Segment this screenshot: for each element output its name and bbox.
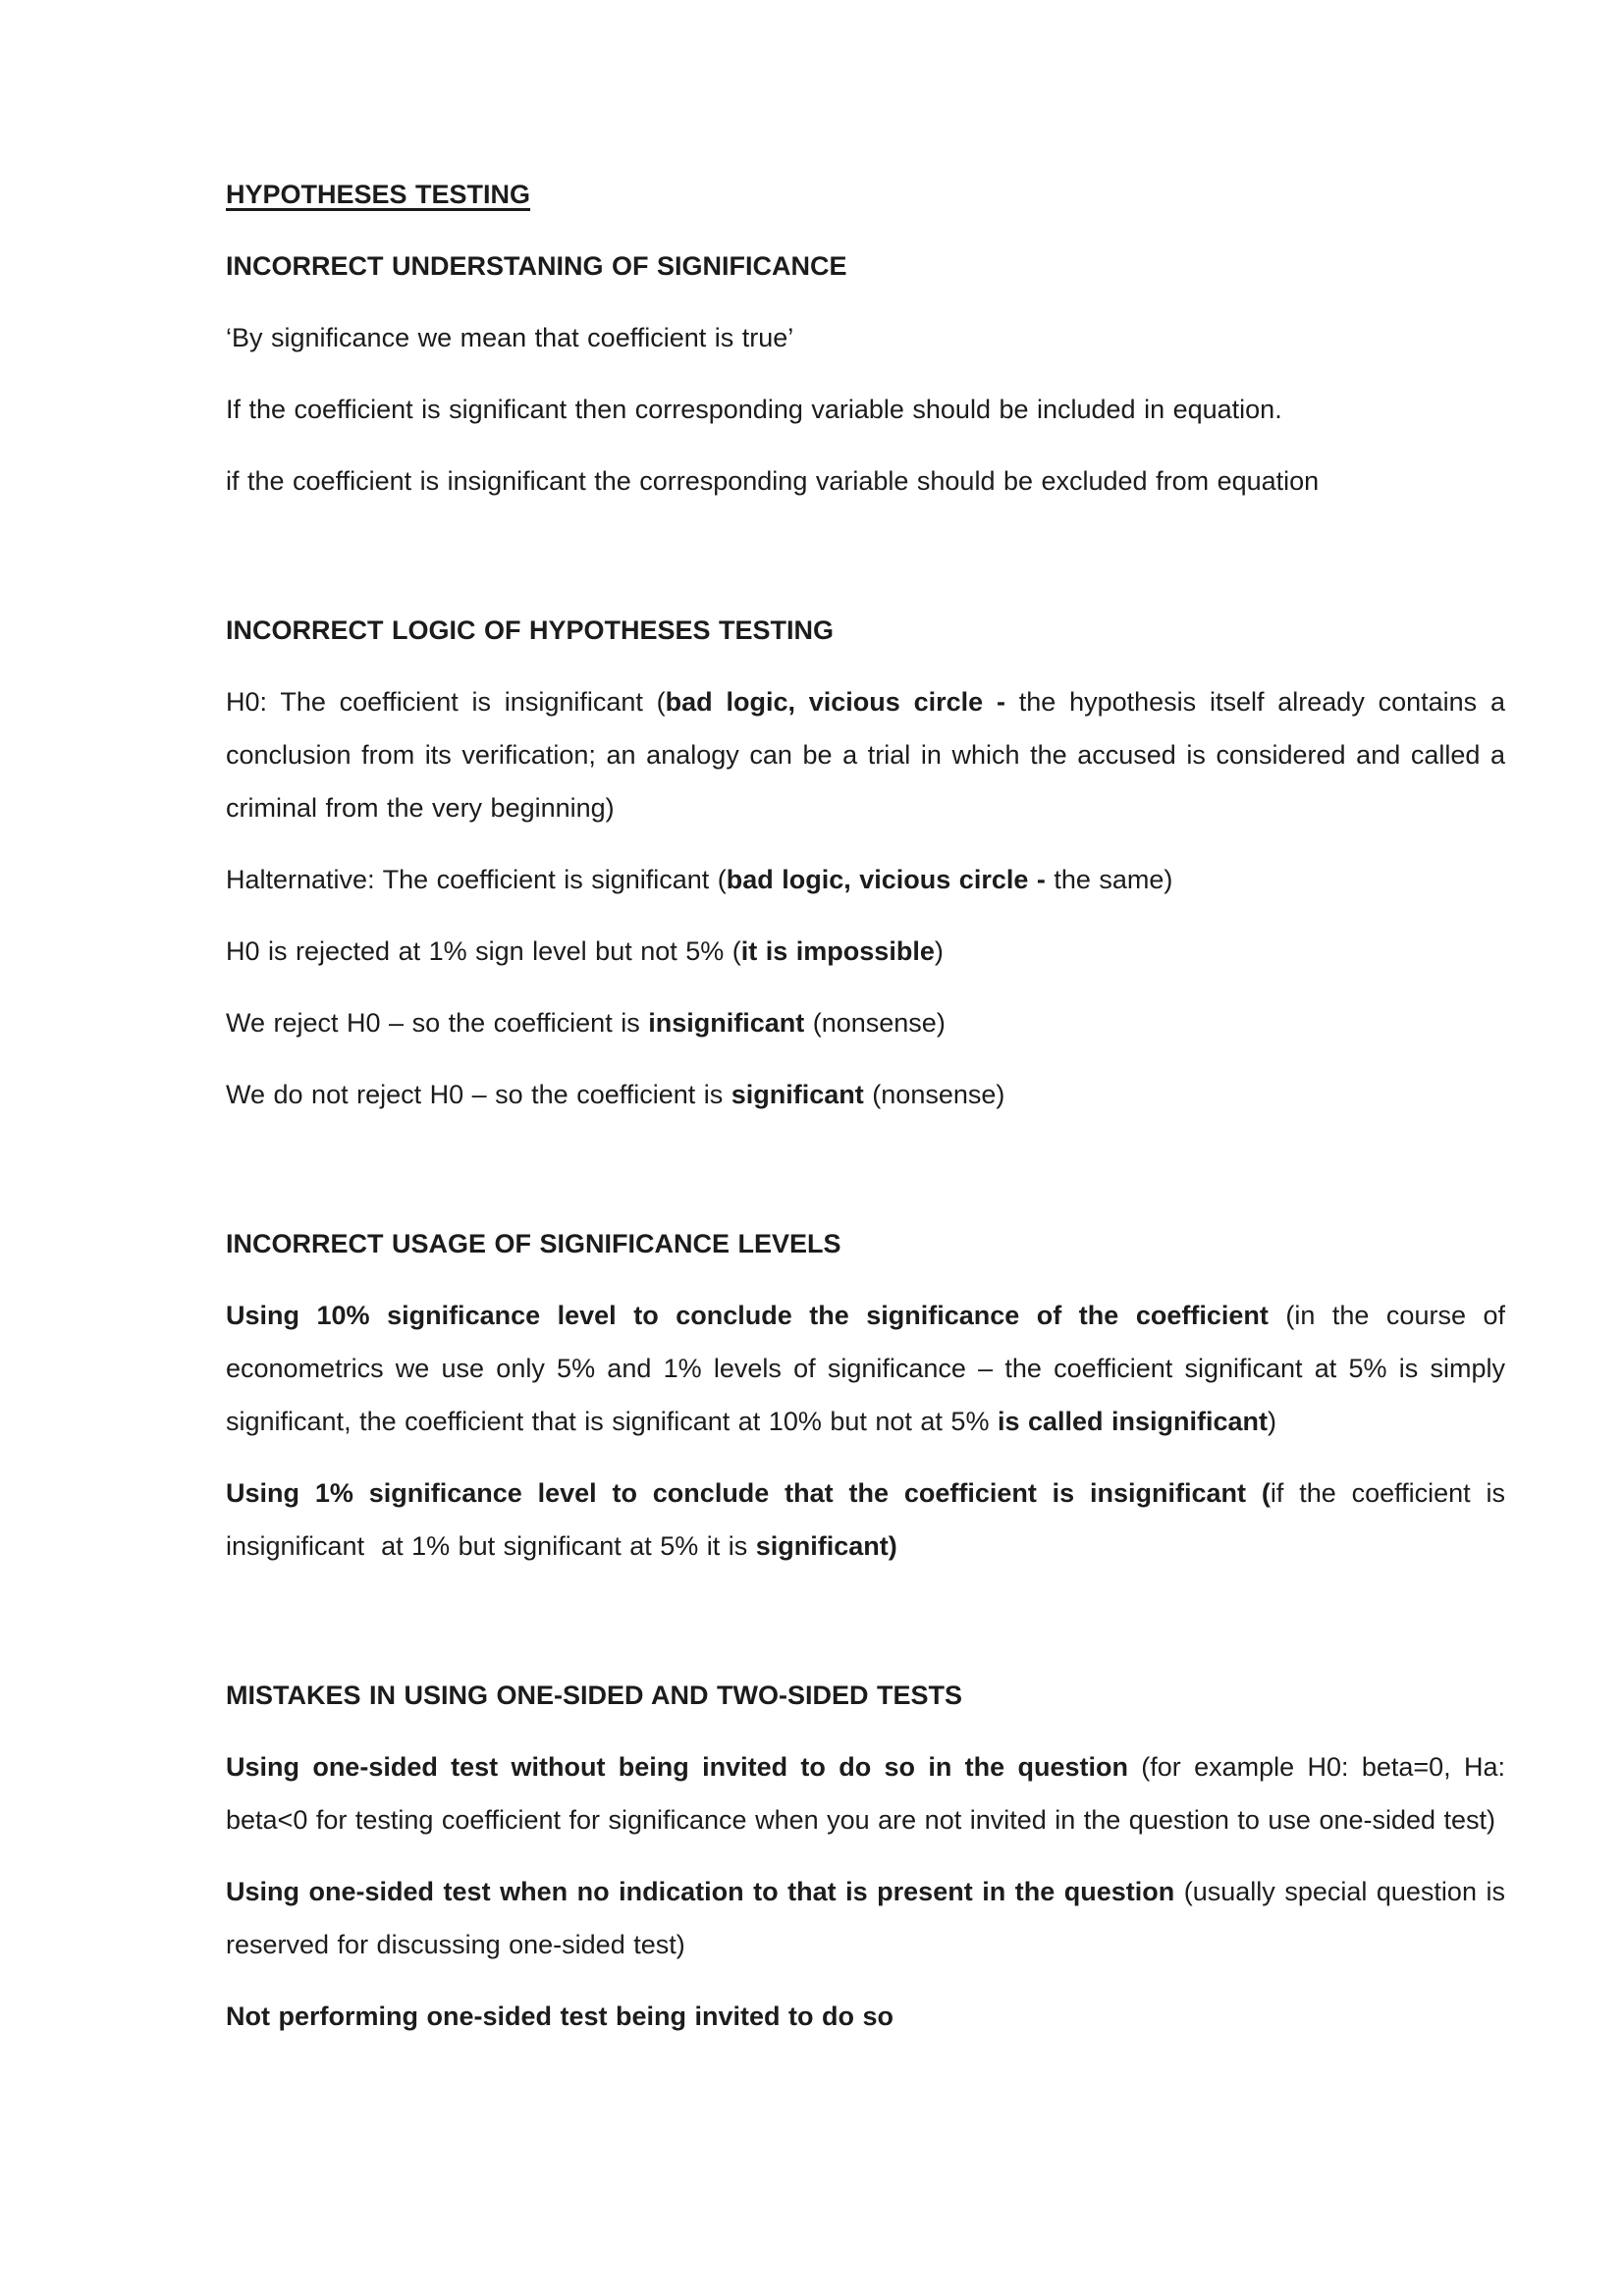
text-segment: significant [731,1080,864,1109]
paragraph-insignificant-excluded [226,454,1505,507]
text-segment: H0: The coefficient is insignificant ( [226,687,666,717]
section-incorrect-usage-levels [226,1217,1505,1573]
paragraph-by-significance [226,311,1505,364]
paragraph-using-1pct [226,1467,1505,1573]
text-segment: Not performing one-sided test being invited to do so [226,2002,894,2031]
section-one-sided-two-sided [226,1669,1505,2043]
document-title [226,168,1505,221]
text-segment: Using 10% significance level to conclude the significance of the coefficient [226,1301,1286,1330]
paragraph-h0-insignificant [226,675,1505,834]
section-heading-incorrect-usage: INCORRECT USAGE OF SIGNIFICANCE LEVELS [226,1229,841,1258]
text-segment: (nonsense) [804,1008,946,1038]
text-segment: it is impossible [740,936,935,966]
text-segment: ) [934,936,944,966]
text-segment: if the coefficient is insignificant at 1% but significant at 5% it is [226,1478,1505,1561]
text-segment: Halternative: The coefficient is significant ( [226,865,727,894]
text-segment: bad logic, vicious circle - [665,687,1019,717]
paragraph-using-10pct [226,1289,1505,1448]
paragraph-one-sided-no-indication [226,1865,1505,1971]
text-segment: If the coefficient is significant then corresponding variable should be included in equation. [226,395,1282,424]
paragraph-significant-included [226,383,1505,436]
text-segment: insignificant [648,1008,805,1038]
text-segment: (usually special question is reserved for discussing one-sided test) [226,1877,1505,1959]
text-segment: significant) [755,1531,897,1561]
text-segment: if the coefficient is insignificant the corresponding variable should be excluded from equation [226,466,1320,496]
paragraph-not-performing-one-sided [226,1990,1505,2043]
text-segment: the same) [1054,865,1173,894]
section-incorrect-logic [226,604,1505,1121]
section-heading-one-sided-mistakes: MISTAKES IN USING ONE-SIDED AND TWO-SIDED TESTS [226,1681,963,1710]
text-segment: We do not reject H0 – so the coefficient is [226,1080,731,1109]
text-segment: ‘By significance we mean that coefficient is true’ [226,323,794,352]
paragraph-we-reject-h0 [226,996,1505,1049]
text-segment: the hypothesis itself already contains a conclusion from its verification; an analogy can be a trial in which the accused is considered and called a criminal from the very beginning) [226,687,1505,823]
text-segment: Using one-sided test when no indication to that is present in the question [226,1877,1184,1906]
section-heading-incorrect-understanding: INCORRECT UNDERSTANING OF SIGNIFICANCE [226,251,847,281]
text-segment: (in the course of econometrics we use only 5% and 1% levels of significance – the coefficient significant at 5% is simply significant, the coefficient that is significant at 10% but not at 5% [226,1301,1505,1436]
section-heading-incorrect-logic: INCORRECT LOGIC OF HYPOTHESES TESTING [226,615,835,645]
text-segment: H0 is rejected at 1% sign level but not 5% ( [226,936,741,966]
text-segment: Using 1% significance level to conclude that the coefficient is insignificant ( [226,1478,1271,1508]
document-title-text: HYPOTHESES TESTING [226,180,531,209]
text-segment: bad logic, vicious circle - [726,865,1055,894]
section-incorrect-understanding [226,240,1505,507]
text-segment: ) [1268,1407,1277,1436]
text-segment: (for example H0: beta=0, Ha: beta<0 for testing coefficient for significance when you are not invited in the question to use one-sided test) [226,1752,1505,1835]
text-segment: is called insignificant [997,1407,1269,1436]
paragraph-h0-rejected-1pct [226,925,1505,978]
paragraph-one-sided-without-invite [226,1740,1505,1846]
text-segment: We reject H0 – so the coefficient is [226,1008,649,1038]
paragraph-halternative [226,853,1505,906]
text-segment: Using one-sided test without being invited to do so in the question [226,1752,1142,1782]
paragraph-we-do-not-reject-h0 [226,1068,1505,1121]
text-segment: (nonsense) [863,1080,1005,1109]
